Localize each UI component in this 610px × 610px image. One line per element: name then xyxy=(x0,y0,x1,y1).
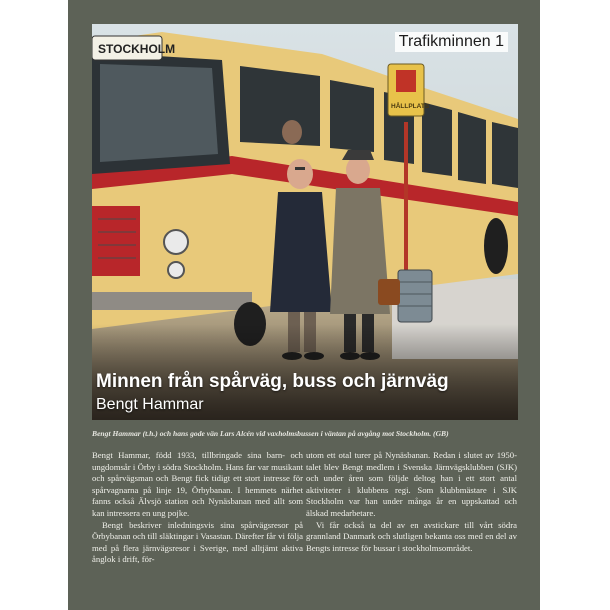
bus-destination-sign: STOCKHOLM xyxy=(98,42,176,56)
photo-caption: Bengt Hammar (t.h.) och hans gode vän Lars Alcén vid vaxholmsbussen i väntan på avgång mot Stockholm. (GB) xyxy=(92,429,449,438)
bus-stop-sign-label: HÅLLPLATS xyxy=(391,103,430,110)
body-column-left xyxy=(92,450,303,566)
paragraph: Bengt Hammar, född 1933, tillbringade sina barn- och ungdomsår i Örby i södra Stockholm. Hans far var musikant och spårvägsman och Bengt fick tidigt ett stort intresse för spårvagnarna på linje 19, Örbybanan. I hemmets närhet fanns också Älvsjö station och Nynäsbanan med allt som kan intressera en ung pojke. xyxy=(92,450,303,518)
bus-photo-illustration xyxy=(92,24,518,420)
body-column-right xyxy=(306,450,517,554)
cover-photo xyxy=(92,24,518,420)
paragraph: Vi får också ta del av en avstickare till vårt södra grannland Danmark och slutligen bekanta oss med en del av Bengts intresse för bussar i stockholmsområdet. xyxy=(306,519,517,553)
author-name: Bengt Hammar xyxy=(96,396,204,413)
paragraph: Bengt beskriver inledningsvis sina spårvägsresor på Örbybanan och till släktingar i Vasastan. Därefter får vi följa med på flera järnvägsresor i Sverige, med alltjämt aktiva ånglok i drift, för- xyxy=(92,519,303,565)
series-label: Trafikminnen 1 xyxy=(395,32,508,52)
paragraph: utom ett otal turer på Nynäsbanan. Redan i slutet av 1950-talet blev Bengt medlem i Svenska Järnvägsklubben (SJK) och under åren som följde deltog han i ett stort antal aktiviteter i klubbens regi. Som klubbmästare i SJK Stockholm var han under många år en uppskattad och älskad medarbetare. xyxy=(306,450,517,518)
book-title: Minnen från spårväg, buss och järnväg xyxy=(96,371,449,392)
